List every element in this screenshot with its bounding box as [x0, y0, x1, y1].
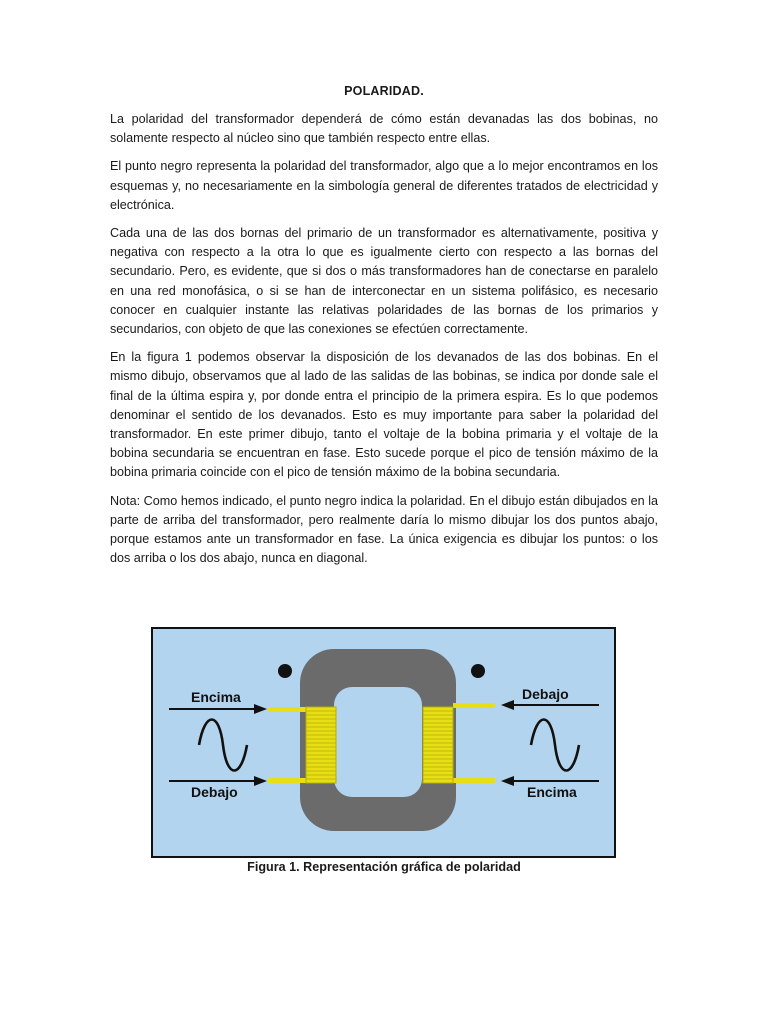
label-left-top: Encima [191, 689, 241, 705]
secondary-coil [423, 707, 453, 783]
secondary-lead-top [453, 703, 495, 708]
figure-caption: Figura 1. Representación gráfica de polaridad [247, 860, 521, 874]
polarity-figure [151, 627, 616, 858]
polarity-dot-secondary [471, 664, 485, 678]
transformer-diagram [151, 627, 616, 858]
document-body [110, 84, 658, 577]
paragraph-3: Cada una de las dos bornas del primario de un transformador es alternativamente, positiva y negativa con respecto a la otra lo que es igualmente cierto con respecto a las bornas del secundario. Pero, es evidente, que si dos o más transformadores han de conectarse en paralelo en una red monofásica, o si se han de interconectar en un sistema polifásico, es necesario conocer en cualquier instante las relativas polaridades de las bornas de los primarios y secundarios, con objeto de que las conexiones se efectúen correctamente. [110, 226, 658, 337]
paragraph-5: Nota: Como hemos indicado, el punto negro indica la polaridad. En el dibujo están dibujados en la parte de arriba del transformador, pero realmente daría lo mismo dibujar los dos puntos abajo, porque estamos ante un transformador en fase. La única exigencia es dibujar los puntos: o los dos arriba o los dos abajo, nunca en diagonal. [110, 493, 658, 566]
primary-lead-top [268, 707, 308, 712]
paragraph-1: La polaridad del transformador dependerá de cómo están devanadas las dos bobinas, no solamente respecto al núcleo sino que también respecto entre ellas. [110, 112, 658, 146]
polarity-dot-primary [278, 664, 292, 678]
primary-coil [306, 707, 336, 783]
paragraph-2: El punto negro representa la polaridad del transformador, algo que a lo mejor encontramos en los esquemas y, no necesariamente en la simbología general de diferentes tratados de electricidad y electrónica. [110, 159, 658, 212]
label-right-top: Debajo [522, 686, 569, 702]
label-right-bottom: Encima [527, 784, 577, 800]
label-left-bottom: Debajo [191, 784, 238, 800]
secondary-lead-bottom [453, 778, 495, 783]
primary-lead-bottom [268, 778, 308, 783]
page-title: POLARIDAD. [344, 84, 424, 98]
paragraph-4: En la figura 1 podemos observar la disposición de los devanados de las dos bobinas. En el mismo dibujo, observamos que al lado de las salidas de las bobinas, se indica por donde sale el final de la última espira y, por donde entra el principio de la primera espira. Es lo que podemos denominar el sentido de los devanados. Esto es muy importante para saber la polaridad del transformador. En este primer dibujo, tanto el voltaje de la bobina primaria y el voltaje de la bobina secundaria se encuentran en fase. Esto sucede porque el pico de tensión máximo de la bobina primaria coincide con el pico de tensión máximo de la bobina secundaria. [110, 350, 658, 480]
